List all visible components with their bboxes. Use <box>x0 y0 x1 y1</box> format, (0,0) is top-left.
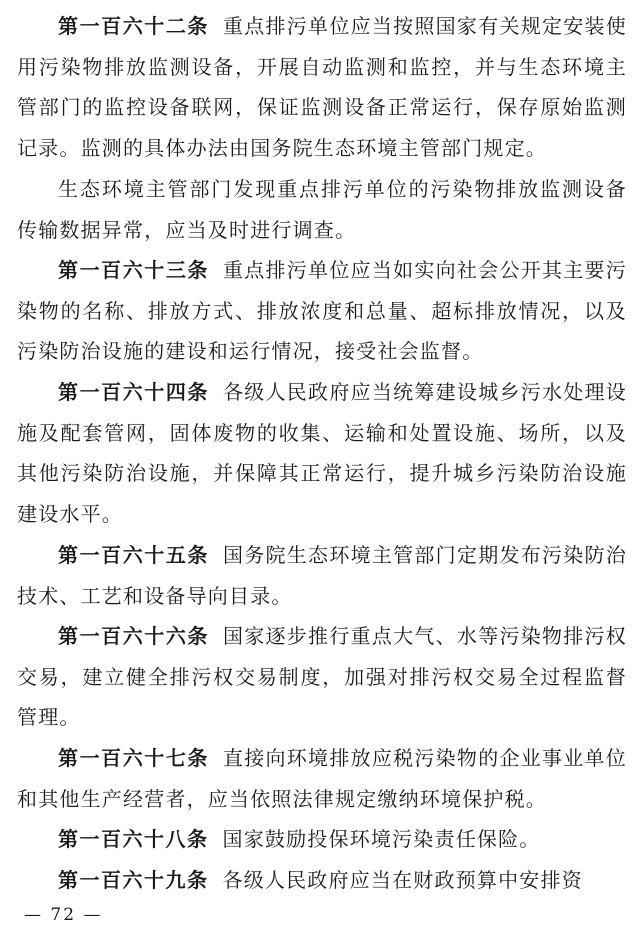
article-text: 重点排污单位应当如实向社会公开其主要污染物的名称、排放方式、排放浓度和总量、超标排放情况，以及污染防治设施的建设和运行情况，接受社会监督。 <box>17 258 627 364</box>
article-167-paragraph <box>17 738 627 819</box>
article-168-paragraph <box>17 819 627 860</box>
article-166-paragraph <box>17 616 627 738</box>
page-number: — 72 — <box>24 905 103 925</box>
paragraph-text: 生态环境主管部门发现重点排污单位的污染物排放监测设备传输数据异常，应当及时进行调查。 <box>17 177 627 242</box>
article-number: 第一百六十九条 <box>58 868 209 892</box>
article-162-paragraph <box>17 6 627 168</box>
article-number: 第一百六十五条 <box>58 543 209 567</box>
article-number: 第一百六十四条 <box>58 380 209 404</box>
article-164-paragraph <box>17 372 627 534</box>
article-text: 国务院生态环境主管部门定期发布污染防治技术、工艺和设备导向目录。 <box>17 543 627 608</box>
article-text: 各级人民政府应当统筹建设城乡污水处理设施及配套管网，固体废物的收集、运输和处置设施、场所，以及其他污染防治设施，并保障其正常运行，提升城乡污染防治设施建设水平。 <box>17 380 627 526</box>
article-169-paragraph <box>17 860 627 901</box>
article-number: 第一百六十六条 <box>58 624 209 648</box>
article-text: 直接向环境排放应税污染物的企业事业单位和其他生产经营者，应当依照法律规定缴纳环境保护税。 <box>17 746 627 811</box>
article-text: 国家鼓励投保环境污染责任保险。 <box>222 827 541 851</box>
article-number: 第一百六十八条 <box>58 827 209 851</box>
article-text: 重点排污单位应当按照国家有关规定安装使用污染物排放监测设备，开展自动监测和监控，并与生态环境主管部门的监控设备联网，保证监测设备正常运行，保存原始监测记录。监测的具体办法由国务院生态环境主管部门规定。 <box>17 14 627 160</box>
article-number: 第一百六十七条 <box>58 746 209 770</box>
article-text: 各级人民政府应当在财政预算中安排资 <box>222 868 583 892</box>
article-number: 第一百六十二条 <box>58 14 209 38</box>
article-text: 国家逐步推行重点大气、水等污染物排污权交易，建立健全排污权交易制度，加强对排污权交易全过程监督管理。 <box>17 624 627 730</box>
article-163-paragraph <box>17 250 627 372</box>
article-165-paragraph <box>17 535 627 616</box>
article-162-continuation-paragraph <box>17 169 627 250</box>
article-number: 第一百六十三条 <box>58 258 209 282</box>
